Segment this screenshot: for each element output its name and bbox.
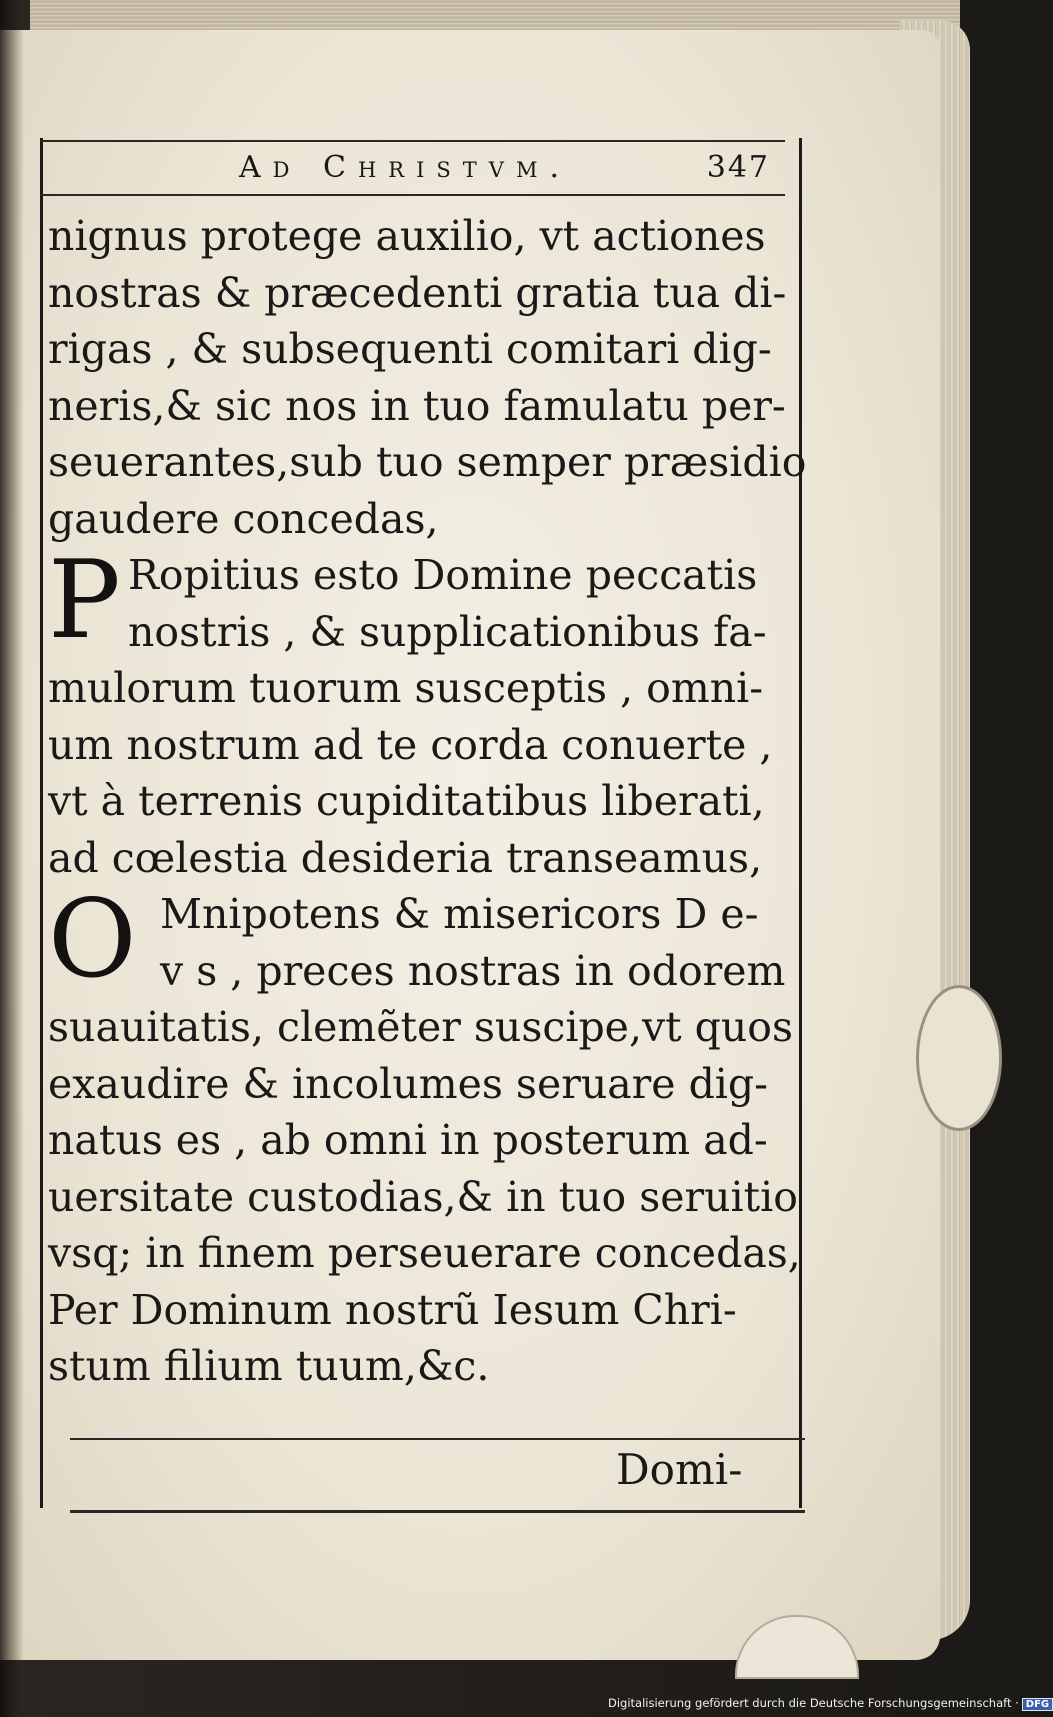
text-line: nignus protege auxilio, vt actiones <box>48 212 766 260</box>
page-number: 347 <box>706 150 770 185</box>
catchword: Domi- <box>616 1445 743 1494</box>
text-line: vsq; in finem perseuerare concedas, <box>48 1229 801 1277</box>
text-line: uersitate custodias,& in tuo seruitio <box>48 1172 798 1221</box>
text-line: gaudere concedas, <box>48 494 439 543</box>
top-rule <box>40 140 785 142</box>
footer-rule <box>70 1510 805 1513</box>
drop-cap-o: O <box>48 877 137 1002</box>
credit-text: Digitalisierung gefördert durch die Deutsche Forschungsgemeinschaft · <box>608 1696 1019 1710</box>
text-line: nostris , & supplicationibus fa- <box>128 607 767 656</box>
text-line: Per Dominum nostrũ Iesum Chri- <box>48 1285 737 1334</box>
header-rule <box>40 194 785 196</box>
text-line: vt à terrenis cupiditatibus liberati, <box>48 777 765 825</box>
text-line: mulorum tuorum susceptis , omni- <box>48 664 764 712</box>
drop-cap-p: P <box>48 538 121 663</box>
gutter-shadow <box>0 30 24 1660</box>
page-tab-marker <box>916 985 1002 1131</box>
text-line: Ropitius esto Domine peccatis <box>128 551 758 599</box>
digitization-credit <box>608 1696 1050 1714</box>
text-line: stum filium tuum,&c. <box>48 1342 490 1390</box>
text-line: nostras & præcedenti gratia tua di- <box>48 268 787 317</box>
text-line: ad cœlestia desideria transeamus, <box>48 833 763 882</box>
text-line: suauitatis, clemẽter suscipe,vt quos <box>48 1003 794 1051</box>
dfg-logo: DFG <box>1022 1698 1053 1711</box>
running-head <box>70 150 770 190</box>
bottom-rule <box>70 1438 805 1440</box>
text-line: seuerantes,sub tuo semper præsidio <box>48 438 807 486</box>
running-title: Ad Christvm. <box>238 150 571 185</box>
prayer-paragraph <box>48 877 786 1002</box>
text-line: natus es , ab omni in posterum ad- <box>48 1116 768 1164</box>
text-line: neris,& sic nos in tuo famulatu per- <box>48 381 786 430</box>
text-line: Mnipotens & misericors D e- <box>160 890 759 938</box>
page-body <box>48 208 807 1395</box>
text-line: rigas , & subsequenti comitari dig- <box>48 325 772 373</box>
text-line: um nostrum ad te corda conuerte , <box>48 720 773 769</box>
text-line: exaudire & incolumes seruare dig- <box>48 1059 769 1108</box>
prayer-paragraph <box>48 538 768 663</box>
text-line: v s , preces nostras in odorem <box>160 946 786 995</box>
book-top-edges <box>30 0 960 34</box>
